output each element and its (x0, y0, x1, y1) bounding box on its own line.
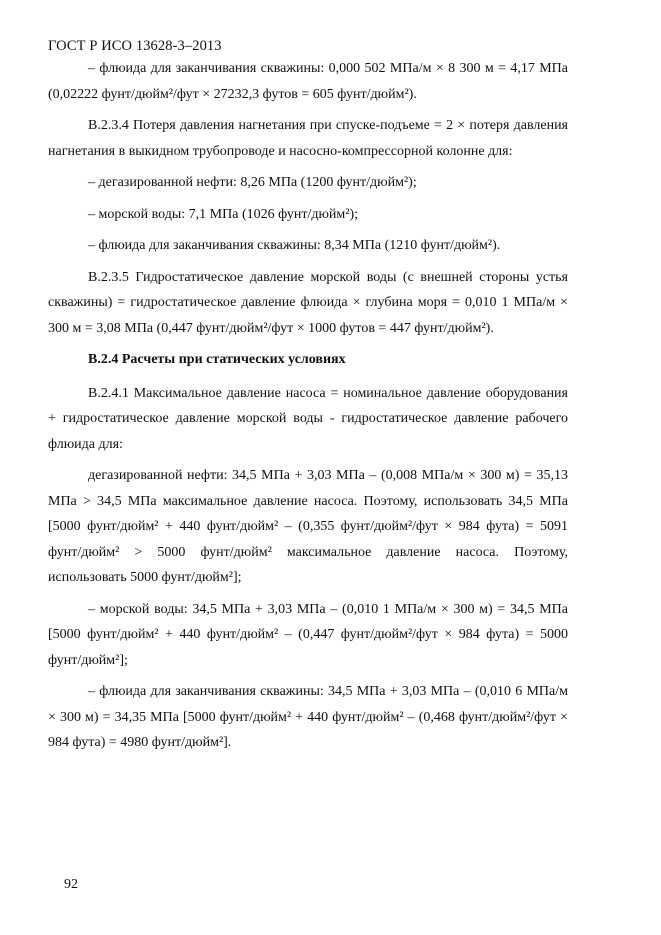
list-item-seawater-pump: – морской воды: 34,5 МПа + 3,03 МПа – (0,010 1 МПа/м × 300 м) = 34,5 МПа [5000 фунт/дюйм² + 440 фунт/дюйм² – (0,447 фунт/дюйм²/фут × 984 фута) = 5000 фунт/дюйм²]; (48, 601, 568, 668)
paragraph-b-2-3-4: В.2.3.4 Потеря давления нагнетания при спуске-подъеме = 2 × потеря давления нагнетания в выкидном трубопроводе и насосно-компрессорной колонне для: (48, 118, 568, 159)
document-body (48, 56, 568, 762)
section-heading-b-2-4: В.2.4 Расчеты при статических условиях (88, 352, 346, 367)
paragraph-b-2-3-5: В.2.3.5 Гидростатическое давление морской воды (с внешней стороны устья скважины) = гидростатическое давление флюида × глубина моря = 0,010 1 МПа/м × 300 м = 3,08 МПа (0,447 фунт/дюйм²/фут × 1000 футов = 447 фунт/дюйм²). (48, 269, 568, 336)
document-header: ГОСТ Р ИСО 13628-3–2013 (48, 38, 222, 54)
paragraph-completion-fluid-hydrostatic: – флюида для заканчивания скважины: 0,000 502 МПа/м × 8 300 м = 4,17 МПа (0,02222 фунт/дюйм²/фут × 27232,3 футов = 605 фунт/дюйм²). (48, 61, 568, 102)
list-item-completion-fluid: – флюида для заканчивания скважины: 8,34 МПа (1210 фунт/дюйм²). (88, 238, 501, 253)
list-item-completion-fluid-pump: – флюида для заканчивания скважины: 34,5 МПа + 3,03 МПа – (0,010 6 МПа/м × 300 м) = 34,35 МПа [5000 фунт/дюйм² + 440 фунт/дюйм² – (0,468 фунт/дюйм²/фут × 984 фута) = 4980 фунт/дюйм²]. (48, 684, 568, 750)
paragraph-b-2-4-1: В.2.4.1 Максимальное давление насоса = номинальное давление оборудования + гидростатическое давление морской воды - гидростатическое давление рабочего флюида для: (48, 385, 568, 452)
list-item-degassed-oil: – дегазированной нефти: 8,26 МПа (1200 фунт/дюйм²); (88, 175, 417, 190)
paragraph-degassed-oil-pump: дегазированной нефти: 34,5 МПа + 3,03 МПа – (0,008 МПа/м × 300 м) = 35,13 МПа > 34,5 МПа максимальное давление насоса. Поэтому, использовать 34,5 МПа [5000 фунт/дюйм² + 440 фунт/дюйм² – (0,355 фунт/дюйм²/фут × 984 фута) = 5091 фунт/дюйм² > 5000 фунт/дюйм² максимальное давление насоса. Поэтому, использовать 5000 фунт/дюйм²]; (48, 468, 568, 585)
page-number: 92 (64, 877, 78, 892)
list-item-seawater: – морской воды: 7,1 МПа (1026 фунт/дюйм²); (88, 206, 359, 222)
